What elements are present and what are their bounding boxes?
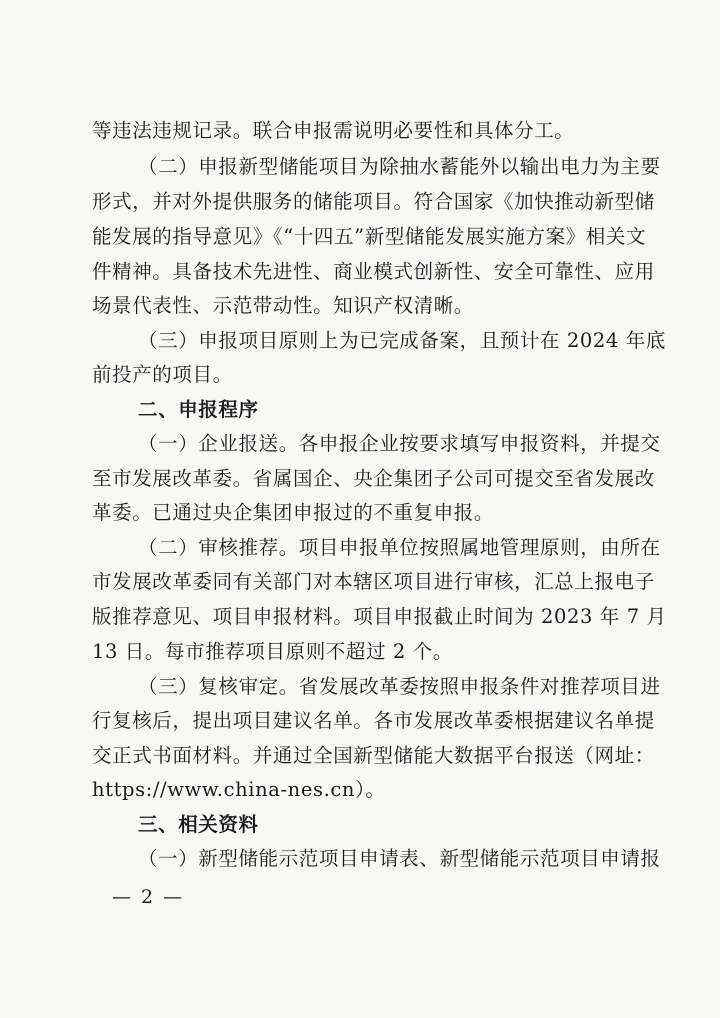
text-line: 革委。已通过央企集团申报过的不重复申报。 xyxy=(92,501,495,524)
text-line: 形式，并对外提供服务的储能项目。符合国家《加快推动新型储 xyxy=(92,190,655,213)
text-line: （一）新型储能示范项目申请表、新型储能示范项目申请报 xyxy=(138,847,661,870)
text-line: 件精神。具备技术先进性、商业模式创新性、安全可靠性、应用 xyxy=(92,260,655,283)
page-number: — 2 — xyxy=(112,886,185,908)
text-line: 至市发展改革委。省属国企、央企集团子公司可提交至省发展改 xyxy=(92,467,655,490)
text-line: 等违法违规记录。联合申报需说明必要性和具体分工。 xyxy=(92,119,575,142)
section-heading: 二、申报程序 xyxy=(138,398,259,421)
text-line: （三）复核审定。省发展改革委按照申报条件对推荐项目进 xyxy=(138,675,661,698)
text-line: （二）审核推荐。项目申报单位按照属地管理原则，由所在 xyxy=(138,536,661,559)
text-line: 能发展的指导意见》《“十四五”新型储能发展实施方案》相关文 xyxy=(92,225,647,248)
section-heading: 三、相关资料 xyxy=(138,813,259,836)
text-line: 13 日。每市推荐项目原则不超过 2 个。 xyxy=(92,640,453,663)
text-line: 交正式书面材料。并通过全国新型储能大数据平台报送（网址： xyxy=(92,744,655,767)
text-line: https://www.china-nes.cn）。 xyxy=(92,778,386,801)
text-line: 市发展改革委同有关部门对本辖区项目进行审核，汇总上报电子 xyxy=(92,570,655,593)
text-line: 场景代表性、示范带动性。知识产权清晰。 xyxy=(92,294,474,317)
text-line: （一）企业报送。各申报企业按要求填写申报资料，并提交 xyxy=(138,432,661,455)
text-line: 前投产的项目。 xyxy=(92,363,233,386)
text-line: 行复核后，提出项目建议名单。各市发展改革委根据建议名单提 xyxy=(92,709,655,732)
text-line: 版推荐意见、项目申报材料。项目申报截止时间为 2023 年 7 月 xyxy=(92,605,667,628)
text-line: （三）申报项目原则上为已完成备案，且预计在 2024 年底 xyxy=(138,329,666,352)
text-line: （二）申报新型储能项目为除抽水蓄能外以输出电力为主要 xyxy=(138,155,661,178)
